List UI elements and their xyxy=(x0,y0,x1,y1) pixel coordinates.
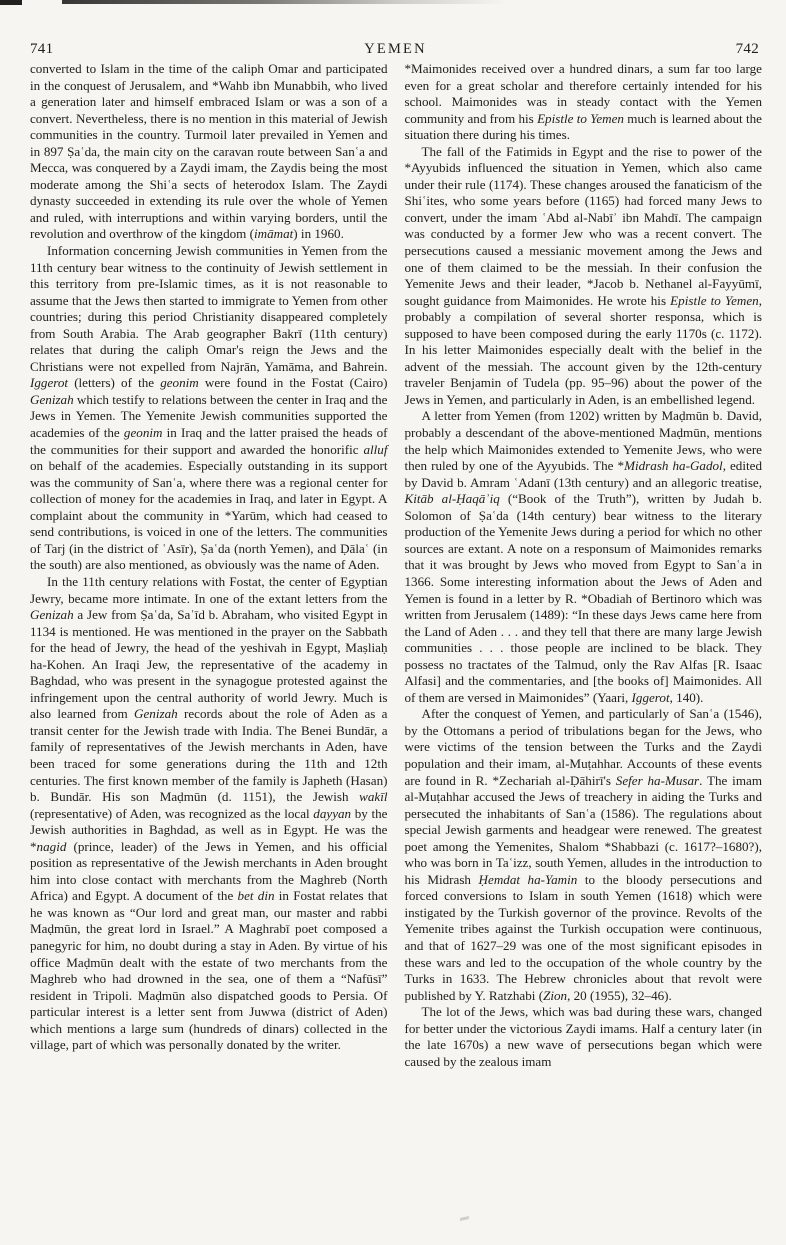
italic-text-run: Genizah xyxy=(30,607,74,623)
italic-text-run: Ḥemdat ha-Yamin xyxy=(478,871,578,887)
italic-text-run: imāmat xyxy=(254,226,294,242)
paragraph: In the 11th century relations with Fostat, the center of Egyptian Jewry, became more intimate. In one of the extant letters from the Genizah a Jew from Ṣaʿda, Saʿīd b. Abraham, who visited Egypt in 1134 is mentioned. He was mentioned in the prayer on the Sabbath for the head of Jewry, the head of the yeshivah in Egypt, Maṣliaḥ ha-Kohen. An Iraqi Jew, the representative of the academy in Baghdad, who was present in the synagogue protested against the infringement upon the central authority of world Jewry. Much is also learned from Genizah records about the role of Aden as a transit center for the Jewish trade with India. The Benei Bundār, a family of representatives of the Jewish merchants in Aden, have been traced for some generations during the 11th and 12th centuries. The first known member of the family is Japheth (Hasan) b. Bundār. His son Maḍmūn (d. 1151), the Jewish wakīl (representative) of Aden, was recognized as the local dayyan by the Jewish authorities in Baghdad, as well as in Egypt. He was the *nagid (prince, leader) of the Jews in Yemen, and his official position as representative of the Jewish merchants in Aden brought him into close contact with merchants from the Maghreb (North Africa) and Egypt. A document of the bet din in Fostat relates that he was known as “Our lord and great man, our master and rabbi Maḍmūn, the great lord in Israel.” A Maghrabī poet composed a panegyric for him, no doubt during a stay in Aden. By virtue of his office Maḍmūn dealt with the estate of two merchants from the Maghreb who had drowned in the sea, one of them a “Nafūsī” resident in Tripoli. Maḍmūn also dispatched goods to Persia. Of particular interest is a letter sent from Juwwa (district of Aden) which mentions a large sum (hundreds of dinars) collected in the village, part of which was personally donated by the writer. xyxy=(30,573,388,1053)
italic-text-run: alluf xyxy=(363,441,388,457)
italic-text-run: nagid xyxy=(36,838,67,854)
italic-text-run: Kitāb al-Ḥaqāʾiq xyxy=(404,491,500,507)
paragraph: Information concerning Jewish communities in Yemen from the 11th century bear witness to the continuity of Jewish settlement in this territory from pre-Islamic times, as it is not reasonable to assume that the Jews then started to immigrate to Yemen from other countries; during this period Christianity disappeared completely from South Arabia. The Arab geographer Bakrī (11th century) relates that during the caliph Omar's reign the Jews and the Christians were not expelled from Najrān, Yamāma, and Bahrein. Iggerot (letters) of the geonim were found in the Fostat (Cairo) Genizah which testify to relations between the center in Iraq and the Jews in Yemen. The Yemenite Jewish communities supported the academies of the geonim in Iraq and the latter praised the heads of the communities for their support and awarded the honorific alluf on behalf of the academies. Especially outstanding in its support was the community of Sanʿa, where there was a regional center for collection of money for the academies in Iraq, and later in Egypt. A complaint about the community in *Yarūm, which had ceased to send contributions, is voiced in one of the letters. The communities of Tarj (in the district of ʿAsīr), Ṣaʿda (north Yemen), and Ḍālaʿ (in the south) are also mentioned, as obviously was the name of Aden. xyxy=(30,243,388,573)
right-column xyxy=(405,61,763,1070)
paragraph: The lot of the Jews, which was bad during these wars, changed for better under the victorious Zaydi imams. Half a century later (in the late 1670s) a new wave of persecutions began which were caused by the zealous imam xyxy=(404,1004,762,1069)
paragraph: *Maimonides received over a hundred dinars, a sum far too large even for a great scholar and therefore certainly intended for his school. Maimonides was in steady contact with the Yemen community and from his Epistle to Yemen much is learned about the situation there during his times. xyxy=(404,61,762,143)
paragraph: A letter from Yemen (from 1202) written by Maḍmūn b. David, probably a descendant of the above-mentioned Maḍmūn, mentions the help which Maimonides extended to Yemenite Jews, who were then ruled by one of the Ayyubids. The *Midrash ha-Gadol, edited by David b. Amram ʿAdanī (13th century) and an allegoric treatise, Kitāb al-Ḥaqāʾiq (“Book of the Truth”), written by Judah b. Solomon of Ṣaʿda (14th century) bear witness to the literary production of the Yemenite Jews during a period for which no other sources are extant. A note on a responsum of Maimonides remarks that it was brought by Jews who moved from Egypt to Sanʿa in 1366. Some interesting information about the Jews of Aden and Yemen is found in a letter by R. *Obadiah of Bertinoro which was written from Jerusalem (1489): “In these days Jews came here from the Land of Aden . . . and they tell that there are many large Jewish communities . . . those people are inclined to be black. They possess no tractates of the Talmud, only the Rav Alfas [R. Isaac Alfasi] and the commentaries, and [the books of] Maimonides. All of them are versed in Maimonides” (Yaari, Iggerot, 140). xyxy=(404,408,762,705)
italic-text-run: wakīl xyxy=(359,789,388,805)
italic-text-run: geonim xyxy=(123,425,163,441)
left-column xyxy=(30,61,388,1070)
paragraph: The fall of the Fatimids in Egypt and the rise to power of the *Ayyubids influenced the situation in Yemen, which also came under their rule (1174). These changes aroused the fanaticism of the Shiʿites, who some years before (1165) had forced many Jews to convert, under the imam ʿAbd al-Nabīʾ ibn Mahdī. The campaign was conducted by a former Jew who was a recent convert. The persecutions caused a messianic movement among the Jews and one of them claimed to be the messiah. In their confusion the Yemenite Jews and their leader, *Jacob b. Nethanel al-Fayyūmī, sought guidance from Maimonides. He wrote his Epistle to Yemen, probably a compilation of several shorter responsa, which is supposed to have been composed during the early 1170s (c. 1172). In his letter Maimonides especially dealt with the belief in the advent of the messiah. The account given by the 12th-century traveler Benjamin of Tudela (pp. 95–96) about the power of the Jews in Yemen, and particularly in Aden, is an embellished legend. xyxy=(404,143,762,407)
italic-text-run: Sefer ha-Musar xyxy=(615,772,700,788)
italic-text-run: Genizah xyxy=(134,706,178,722)
italic-text-run: Epistle to Yemen xyxy=(537,110,624,126)
scan-artifact-left xyxy=(0,0,22,5)
left-page-number: 741 xyxy=(30,41,54,57)
italic-text-run: Iggerot xyxy=(30,375,69,391)
running-header xyxy=(30,41,761,59)
italic-text-run: geonim xyxy=(160,375,199,391)
right-page-number: 742 xyxy=(735,41,759,57)
italic-text-run: Genizah xyxy=(30,391,74,407)
paragraph: converted to Islam in the time of the caliph Omar and participated in the conquest of Jerusalem, and *Wahb ibn Munabbih, who lived a generation later and himself embraced Islam or was a son of a convert. Nevertheless, there is no mention in this material of Jewish communities in the country. Turmoil later prevailed in Yemen and in 897 Ṣaʿda, the main city on the caravan route between Sanʿa and Mecca, was conquered by a Zaydi imam, the Zaydis being the most moderate among the Shiʿa sects of heterodox Islam. The Zaydi dynasty succeeded in extending its rule over the whole of Yemen and ruled, with interruptions and within varying borders, until the revolution and overthrow of the kingdom (imāmat) in 1960. xyxy=(30,61,388,242)
paragraph: After the conquest of Yemen, and particularly of Sanʿa (1546), by the Ottomans a period of tribulations began for the Jews, who were victims of the tension between the Turks and the Zaydi population and their imam, al-Muṭahhar. Accounts of these events are found in R. *Zechariah al-Ḍāhirī's Sefer ha-Musar. The imam al-Muṭahhar accused the Jews of treachery in aiding the Turks and persecuted the inhabitants of Sanʿa (1586). The regulations about special Jewish garments and headgear were renewed. The greatest poet among the Yemenites, Shalom *Shabbazi (c. 1617?–1680?), who was born in Taʿizz, south Yemen, alludes in the introduction to his Midrash Ḥemdat ha-Yamin to the bloody persecutions and forced conversions to Islam in south Yemen (1618) which were instigated by the Turkish governor of the province. Revolts of the Yemenite tribes against the Turkish occupation were continuous, and that of 1627–29 was one of the most significant episodes in these wars and led to the occupation of the whole country by the Turks in 1633. The Hebrew chronicles about that revolt were published by Y. Ratzhabi (Zion, 20 (1955), 32–46). xyxy=(404,706,763,1003)
scan-artifact-bar xyxy=(62,0,507,4)
italic-text-run: bet din xyxy=(237,888,275,904)
italic-text-run: Midrash ha-Gadol xyxy=(624,458,723,474)
italic-text-run: dayyan xyxy=(313,805,352,821)
italic-text-run: Epistle to Yemen xyxy=(670,292,759,308)
scan-smudge xyxy=(460,1216,469,1221)
italic-text-run: Zion xyxy=(543,987,568,1003)
page-title: YEMEN xyxy=(364,41,427,57)
two-column-body xyxy=(30,61,762,1070)
italic-text-run: Iggerot xyxy=(631,689,670,705)
